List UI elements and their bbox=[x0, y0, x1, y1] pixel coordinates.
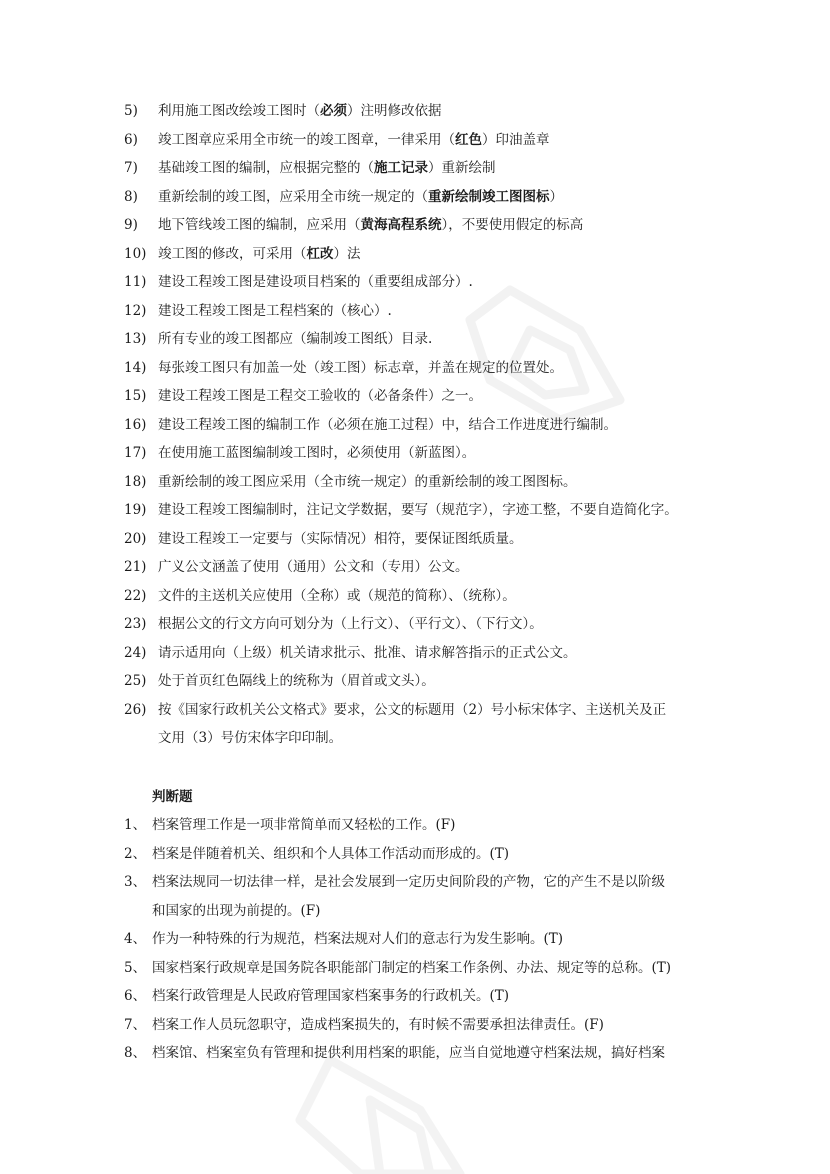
item-number: 6) bbox=[124, 131, 138, 148]
answer-bold: 重新绘制竣工图图标 bbox=[428, 188, 550, 205]
item-number: 3、 bbox=[124, 874, 147, 890]
item-text: 档案馆、档案室负有管理和提供利用档案的职能，应当自觉地遵守档案法规，搞好档案 bbox=[152, 1045, 665, 1061]
judgment-item bbox=[124, 1011, 724, 1040]
item-text: 档案行政管理是人民政府管理国家档案事务的行政机关。(T) bbox=[152, 988, 510, 1004]
item-number: 16) bbox=[124, 416, 147, 433]
text-run: 广义公文涵盖了使用（通用）公文和（专用）公文。 bbox=[158, 559, 469, 575]
fill-in-item bbox=[124, 97, 724, 126]
watermark-mark-bottom bbox=[300, 1060, 460, 1174]
item-text bbox=[158, 496, 678, 525]
item-number: 7、 bbox=[124, 1016, 147, 1033]
text-run: ）注明修改依据 bbox=[347, 103, 442, 119]
item-text bbox=[158, 325, 432, 354]
item-number: 18) bbox=[124, 473, 147, 490]
content-body bbox=[124, 97, 724, 1068]
item-text bbox=[158, 639, 577, 668]
text-run: 建设工程竣工一定要与（实际情况）相符，要保证图纸质量。 bbox=[158, 530, 523, 547]
item-text bbox=[158, 240, 361, 269]
fill-in-list bbox=[124, 97, 724, 753]
text-run: 文件的主送机关应使用（全称）或（规范的简称）、（统称）。 bbox=[158, 587, 516, 604]
text-run: 竣工图章应采用全市统一的竣工图章，一律采用（ bbox=[158, 131, 455, 148]
fill-in-item bbox=[124, 639, 724, 668]
item-text: 作为一种特殊的行为规范，档案法规对人们的意志行为发生影响。(T) bbox=[152, 931, 564, 947]
item-text bbox=[158, 268, 473, 297]
fill-in-item bbox=[124, 525, 724, 554]
item-number: 10) bbox=[124, 245, 147, 262]
answer-bold: 黄海高程系统 bbox=[360, 217, 442, 233]
answer-bold: 红色 bbox=[455, 131, 482, 148]
item-number: 11) bbox=[124, 274, 147, 290]
item-text: 国家档案行政规章是国务院各职能部门制定的档案工作条例、办法、规定等的总称。(T) bbox=[152, 959, 672, 976]
judgment-item bbox=[124, 954, 724, 983]
item-number: 8) bbox=[124, 188, 138, 205]
text-run: 建设工程竣工图编制时，注记文学数据，要写（规范字），字迹工整，不要自造简化字。 bbox=[158, 502, 678, 518]
item-number: 21) bbox=[124, 559, 147, 575]
item-text bbox=[158, 126, 550, 155]
item-number: 25) bbox=[124, 673, 147, 689]
item-text bbox=[158, 411, 617, 440]
item-text bbox=[158, 610, 543, 639]
item-number: 17) bbox=[124, 445, 147, 461]
item-text bbox=[158, 354, 563, 383]
item-text: 档案法规同一切法律一样，是社会发展到一定历史间阶段的产物，它的产生不是以阶级 bbox=[152, 874, 665, 890]
judgment-item bbox=[124, 982, 724, 1011]
fill-in-item bbox=[124, 553, 724, 582]
item-number: 23) bbox=[124, 616, 147, 632]
item-text: 档案工作人员玩忽职守，造成档案损失的，有时候不需要承担法律责任。(F) bbox=[152, 1016, 604, 1033]
item-number: 13) bbox=[124, 331, 147, 347]
item-text bbox=[158, 667, 435, 696]
fill-in-item bbox=[124, 382, 724, 411]
judgment-item bbox=[124, 1039, 724, 1068]
answer-bold: 施工记录 bbox=[374, 160, 428, 176]
text-run: 处于首页红色隔线上的统称为（眉首或文头）。 bbox=[158, 673, 435, 689]
item-text bbox=[158, 439, 475, 468]
item-number: 5) bbox=[124, 103, 138, 119]
text-run: ），不要使用假定的标高 bbox=[441, 217, 584, 233]
judgment-item bbox=[124, 811, 724, 840]
text-run: 重新绘制的竣工图应采用（全市统一规定）的重新绘制的竣工图图标。 bbox=[158, 473, 577, 490]
item-text bbox=[158, 382, 482, 411]
judgment-list bbox=[124, 811, 724, 1068]
item-number: 15) bbox=[124, 388, 147, 404]
text-run: 基础竣工图的编制，应根据完整的（ bbox=[158, 160, 374, 176]
text-run: 利用施工图改绘竣工图时（ bbox=[158, 103, 320, 119]
item-number: 19) bbox=[124, 502, 147, 518]
text-run: 在使用施工蓝图编制竣工图时，必须使用（新蓝图）。 bbox=[158, 445, 476, 461]
fill-in-item bbox=[124, 154, 724, 183]
text-run: 重新绘制的竣工图，应采用全市统一规定的（ bbox=[158, 188, 428, 205]
fill-in-item bbox=[124, 354, 724, 383]
item-text bbox=[158, 553, 469, 582]
item-text bbox=[158, 154, 496, 183]
item-number: 9) bbox=[124, 217, 138, 233]
fill-in-item bbox=[124, 183, 724, 212]
item-text bbox=[158, 582, 516, 611]
text-run: ）法 bbox=[333, 245, 361, 262]
fill-in-item bbox=[124, 496, 724, 525]
item-text: 档案管理工作是一项非常简单而又轻松的工作。(F) bbox=[152, 817, 456, 833]
item-number: 14) bbox=[124, 359, 147, 376]
text-run: 请示适用向（上级）机关请求批示、批准、请求解答指示的正式公文。 bbox=[158, 644, 577, 661]
fill-in-item bbox=[124, 468, 724, 497]
text-run: ）印油盖章 bbox=[482, 131, 550, 148]
judgment-item bbox=[124, 868, 724, 897]
text-run: 按《国家行政机关公文格式》要求，公文的标题用（2）号小标宋体字、主送机关及正 bbox=[158, 701, 667, 718]
item-number: 26) bbox=[124, 701, 147, 718]
text-run: 所有专业的竣工图都应（编制竣工图纸）目录. bbox=[158, 331, 433, 347]
item-text bbox=[158, 97, 442, 126]
text-run: 建设工程竣工图的编制工作（必须在施工过程）中，结合工作进度进行编制。 bbox=[158, 416, 617, 433]
fill-in-item bbox=[124, 696, 724, 725]
item-number: 5、 bbox=[124, 959, 147, 976]
fill-in-item bbox=[124, 439, 724, 468]
item-text bbox=[158, 183, 563, 212]
item-continuation: 文用（3）号仿宋体字印印制。 bbox=[158, 730, 343, 746]
text-run: 建设工程竣工图是工程档案的（核心）. bbox=[158, 302, 392, 319]
item-text: 档案是伴随着机关、组织和个人具体工作活动而形成的。(T) bbox=[152, 845, 510, 862]
item-text bbox=[158, 525, 523, 554]
item-number: 8、 bbox=[124, 1045, 147, 1061]
fill-in-item bbox=[124, 240, 724, 269]
item-number: 22) bbox=[124, 587, 147, 604]
text-run: 根据公文的行文方向可划分为（上行文）、（平行文）、（下行文）。 bbox=[158, 616, 543, 632]
text-run: ）重新绘制 bbox=[428, 160, 496, 176]
item-text bbox=[158, 468, 577, 497]
fill-in-item bbox=[124, 610, 724, 639]
item-number: 24) bbox=[124, 644, 147, 661]
fill-in-item bbox=[124, 582, 724, 611]
item-number: 6、 bbox=[124, 988, 147, 1004]
fill-in-item bbox=[124, 411, 724, 440]
item-text bbox=[158, 211, 583, 240]
answer-bold: 杠改 bbox=[306, 245, 334, 262]
fill-in-item bbox=[124, 297, 724, 326]
fill-in-item bbox=[124, 268, 724, 297]
item-text bbox=[158, 297, 392, 326]
item-number: 7) bbox=[124, 160, 138, 176]
item-number: 2、 bbox=[124, 845, 147, 862]
section-heading-judgment: 判断题 bbox=[152, 788, 193, 805]
item-number: 12) bbox=[124, 302, 147, 319]
item-continuation: 和国家的出现为前提的。(F) bbox=[152, 902, 321, 919]
fill-in-item bbox=[124, 667, 724, 696]
text-run: 建设工程竣工图是建设项目档案的（重要组成部分）. bbox=[158, 274, 473, 290]
judgment-item bbox=[124, 840, 724, 869]
text-run: 竣工图的修改，可采用（ bbox=[158, 245, 307, 262]
answer-bold: 必须 bbox=[320, 103, 347, 119]
fill-in-item bbox=[124, 325, 724, 354]
item-text bbox=[158, 696, 666, 725]
item-number: 1、 bbox=[124, 817, 147, 833]
item-number: 4、 bbox=[124, 931, 147, 947]
text-run: ） bbox=[549, 188, 563, 205]
text-run: 建设工程竣工图是工程交工验收的（必备条件）之一。 bbox=[158, 388, 482, 404]
text-run: 每张竣工图只有加盖一处（竣工图）标志章，并盖在规定的位置处。 bbox=[158, 359, 563, 376]
judgment-item bbox=[124, 925, 724, 954]
fill-in-item bbox=[124, 126, 724, 155]
text-run: 地下管线竣工图的编制，应采用（ bbox=[158, 217, 361, 233]
fill-in-item bbox=[124, 211, 724, 240]
item-number: 20) bbox=[124, 530, 147, 547]
